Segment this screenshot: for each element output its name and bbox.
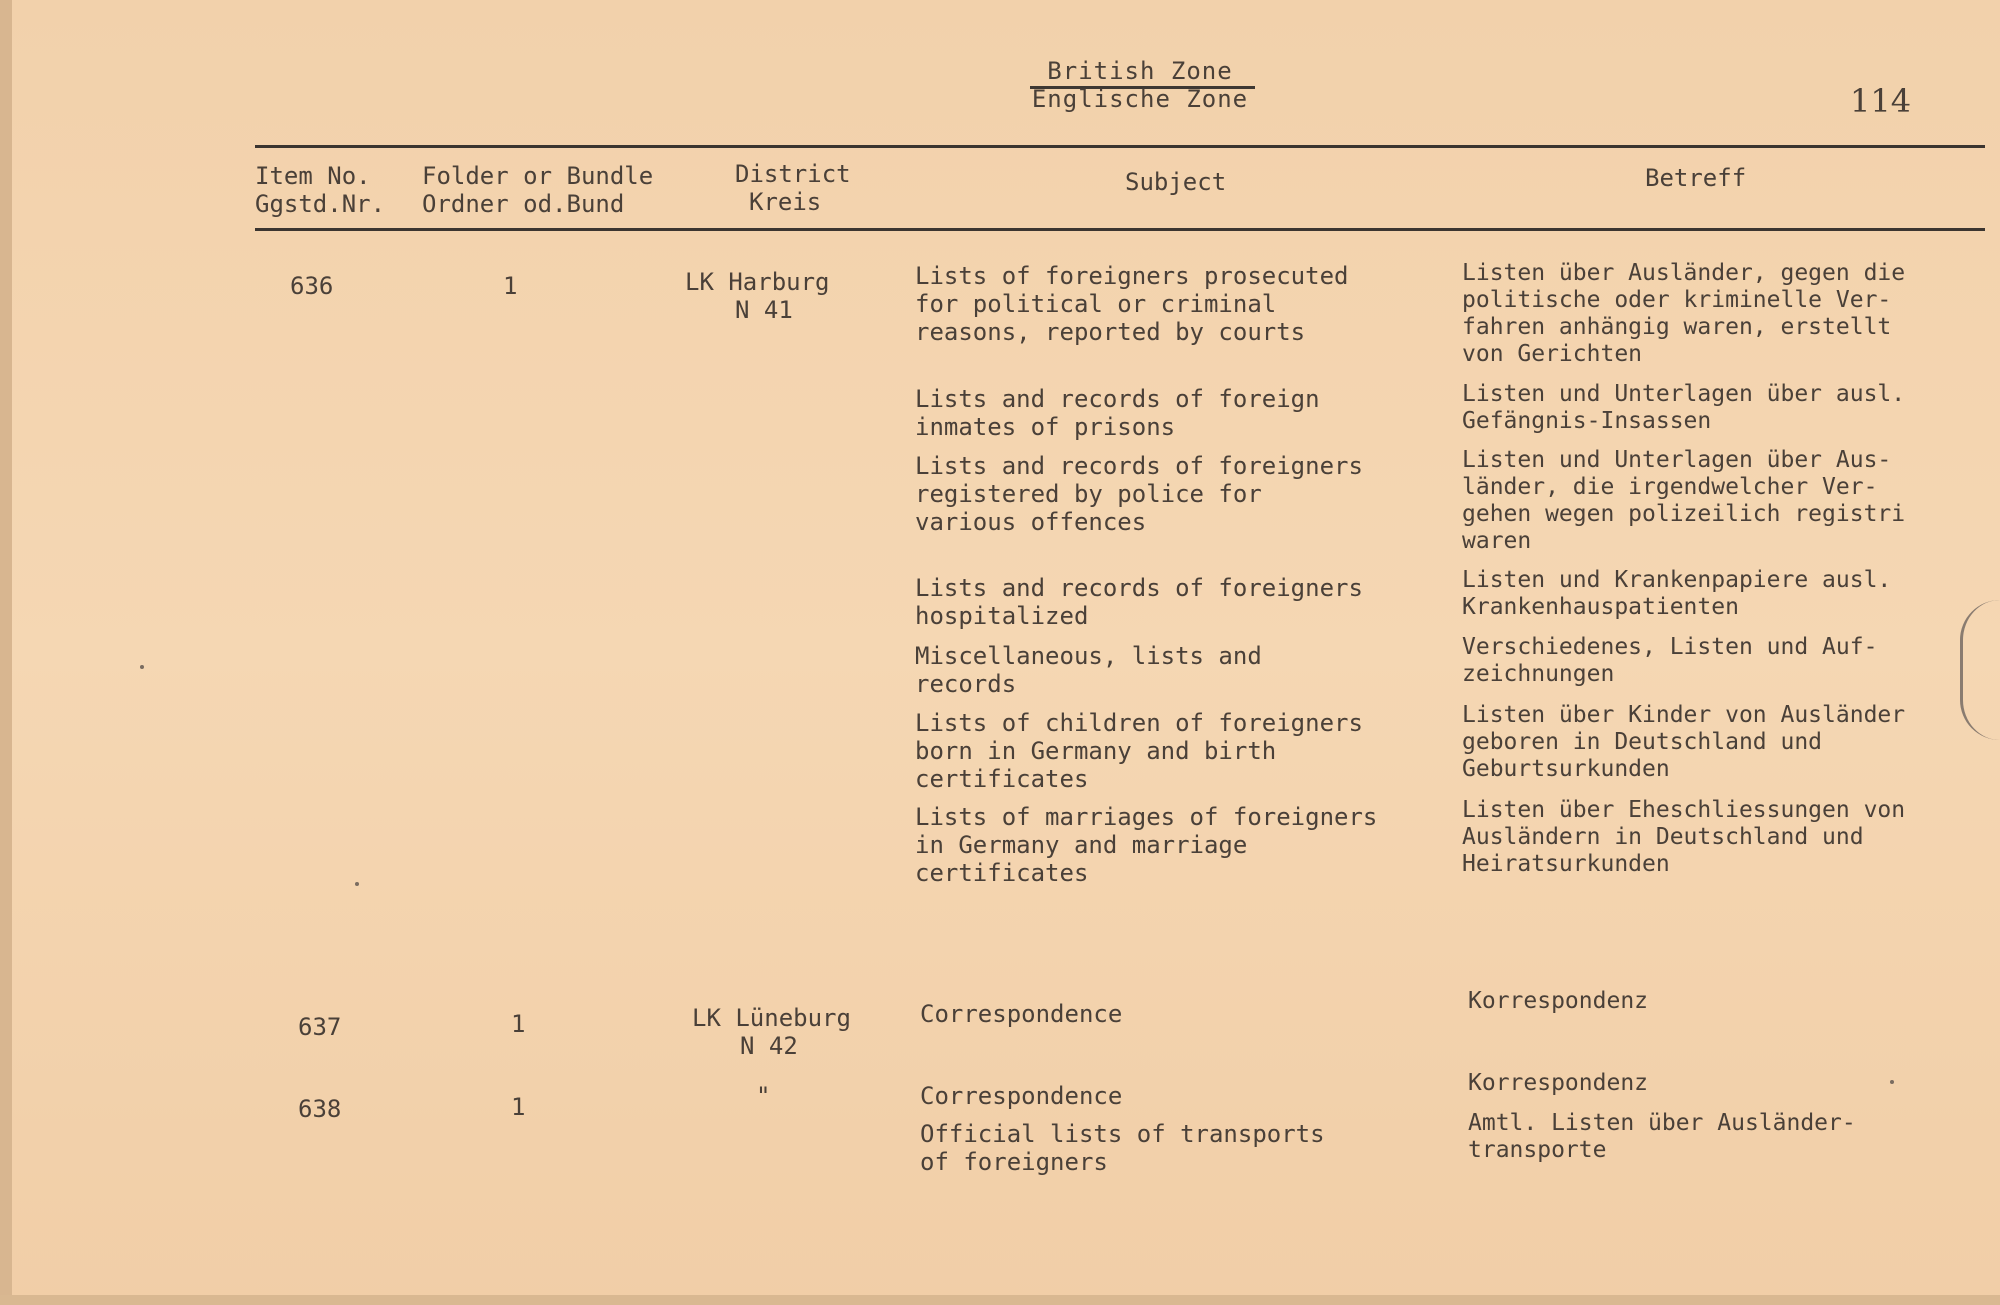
betreff-line: gehen wegen polizeilich registri	[1462, 501, 1906, 527]
col-header-subject: Subject	[1125, 168, 1227, 196]
betreff-line: Ausländern in Deutschland und	[1462, 824, 1864, 850]
subject-line: inmates of prisons	[915, 413, 1176, 441]
zone-title-german: Englische Zone	[1031, 85, 1249, 113]
betreff-line: Krankenhauspatienten	[1462, 594, 1739, 620]
subject-line: Lists and records of foreigners	[915, 452, 1363, 480]
subject-line: Lists of marriages of foreigners	[915, 803, 1378, 831]
betreff-line: Listen über Kinder von Ausländer	[1462, 702, 1906, 728]
subject-line: of foreigners	[920, 1148, 1108, 1176]
betreff-line: geboren in Deutschland und	[1462, 729, 1823, 755]
betreff-line: transporte	[1468, 1137, 1607, 1163]
header-bottom-rule	[255, 228, 1985, 231]
betreff-line: politische oder kriminelle Ver-	[1462, 287, 1892, 313]
paper-speck	[355, 882, 359, 886]
betreff-line: länder, die irgendwelcher Ver-	[1462, 474, 1878, 500]
folder-count: 1	[511, 1093, 526, 1121]
subject-entry	[915, 262, 1348, 346]
betreff-line: Korrespondenz	[1468, 1070, 1649, 1096]
folder-count: 1	[503, 272, 518, 300]
subject-line: Correspondence	[920, 1082, 1123, 1110]
item-number: 637	[298, 1013, 342, 1041]
col-header-item-de: Ggstd.Nr.	[255, 190, 386, 218]
subject-line: born in Germany and birth	[915, 737, 1277, 765]
header-top-rule	[255, 145, 1985, 148]
district-code: N 41	[735, 296, 793, 324]
subject-line: for political or criminal	[915, 290, 1277, 318]
betreff-entry	[1468, 1070, 1648, 1097]
subject-line: Lists and records of foreigners	[915, 574, 1363, 602]
betreff-entry	[1462, 260, 1905, 368]
betreff-entry	[1462, 447, 1905, 555]
betreff-line: Heiratsurkunden	[1462, 851, 1670, 877]
subject-line: hospitalized	[915, 602, 1089, 630]
betreff-line: zeichnungen	[1462, 661, 1615, 687]
district-ditto: "	[756, 1082, 771, 1110]
page-number: 114	[1850, 82, 1912, 120]
betreff-line: waren	[1462, 528, 1532, 554]
subject-line: various offences	[915, 508, 1147, 536]
district-name: LK Harburg	[685, 268, 830, 296]
betreff-entry	[1462, 634, 1877, 688]
betreff-line: Verschiedenes, Listen und Auf-	[1462, 634, 1878, 660]
item-number: 636	[290, 272, 334, 300]
subject-line: records	[915, 670, 1017, 698]
paper-speck	[140, 665, 144, 669]
betreff-entry	[1462, 797, 1905, 878]
subject-entry	[920, 1120, 1325, 1176]
subject-line: registered by police for	[915, 480, 1262, 508]
subject-entry	[915, 574, 1363, 630]
paper-edge-left	[0, 0, 12, 1305]
subject-line: Lists of foreigners prosecuted	[915, 262, 1349, 290]
subject-line: Miscellaneous, lists and	[915, 642, 1262, 670]
subject-entry	[915, 709, 1363, 793]
subject-line: Official lists of transports	[920, 1120, 1325, 1148]
betreff-line: Listen über Ausländer, gegen die	[1462, 260, 1906, 286]
betreff-entry	[1462, 702, 1905, 783]
subject-line: certificates	[915, 765, 1089, 793]
betreff-line: Listen über Eheschliessungen von	[1462, 797, 1906, 823]
subject-entry	[920, 1082, 1122, 1110]
col-header-betreff: Betreff	[1645, 164, 1747, 192]
subject-entry	[915, 385, 1320, 441]
betreff-line: Geburtsurkunden	[1462, 756, 1670, 782]
item-number: 638	[298, 1095, 342, 1123]
col-header-district-de: Kreis	[749, 188, 822, 216]
betreff-line: Listen und Unterlagen über Aus-	[1462, 447, 1892, 473]
col-header-item-en: Item No.	[255, 162, 371, 190]
betreff-entry	[1468, 1110, 1856, 1164]
betreff-line: fahren anhängig waren, erstellt	[1462, 314, 1892, 340]
betreff-entry	[1462, 381, 1905, 435]
subject-entry	[915, 452, 1363, 536]
col-header-folder-en: Folder or Bundle	[422, 162, 654, 190]
col-header-district-en: District	[735, 160, 851, 188]
zone-title-english: British Zone	[1047, 57, 1233, 85]
betreff-line: Amtl. Listen über Ausländer-	[1468, 1110, 1856, 1136]
subject-entry	[915, 803, 1377, 887]
subject-line: Lists and records of foreign	[915, 385, 1320, 413]
betreff-line: Listen und Unterlagen über ausl.	[1462, 381, 1906, 407]
betreff-line: von Gerichten	[1462, 341, 1643, 367]
betreff-line: Korrespondenz	[1468, 988, 1649, 1014]
subject-line: reasons, reported by courts	[915, 318, 1306, 346]
folder-count: 1	[511, 1010, 526, 1038]
betreff-entry	[1468, 988, 1648, 1015]
district-name: LK Lüneburg	[692, 1004, 851, 1032]
betreff-entry	[1462, 567, 1891, 621]
subject-line: certificates	[915, 859, 1089, 887]
subject-line: Lists of children of foreigners	[915, 709, 1363, 737]
district-code: N 42	[740, 1032, 798, 1060]
paper-curl	[1960, 600, 2000, 740]
subject-line: Correspondence	[920, 1000, 1123, 1028]
subject-entry	[920, 1000, 1122, 1028]
col-header-folder-de: Ordner od.Bund	[422, 190, 625, 218]
betreff-line: Gefängnis-Insassen	[1462, 408, 1712, 434]
paper-speck	[1890, 1080, 1894, 1084]
subject-entry	[915, 642, 1262, 698]
betreff-line: Listen und Krankenpapiere ausl.	[1462, 567, 1892, 593]
subject-line: in Germany and marriage	[915, 831, 1248, 859]
paper-edge-bottom	[0, 1295, 2000, 1305]
